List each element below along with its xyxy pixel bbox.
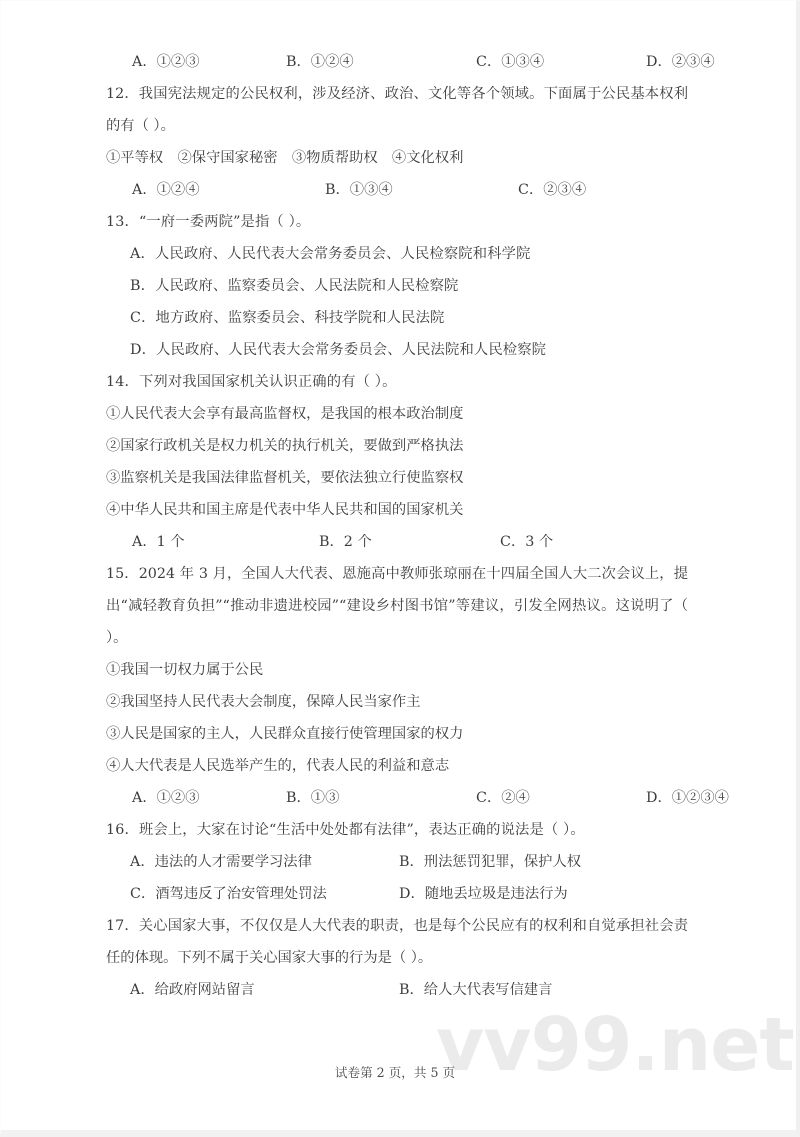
q12-choice-b[interactable]: B．①③④ xyxy=(325,182,393,198)
q17-choice-a[interactable]: A．给政府网站留言 xyxy=(130,982,255,998)
q15-choice-d[interactable]: D．①②③④ xyxy=(646,790,729,806)
exam-content-column xyxy=(106,46,729,1006)
q15-statement-3: ③人民是国家的主人，人民群众直接行使管理国家的权力 xyxy=(106,726,464,742)
q13-choice-b[interactable]: B．人民政府、监察委员会、人民法院和人民检察院 xyxy=(130,278,459,294)
question-12-choices-row xyxy=(106,174,688,206)
question-11-choices-row xyxy=(106,46,715,78)
question-15-choices-row xyxy=(106,782,729,814)
q14-choice-a[interactable]: A．1 个 xyxy=(132,534,185,550)
q13-choice-d[interactable]: D．人民政府、人民代表大会常务委员会、人民法院和人民检察院 xyxy=(130,342,547,358)
q11-choice-a[interactable]: A．①②③ xyxy=(132,54,200,70)
q12-choice-a[interactable]: A．①②④ xyxy=(132,182,200,198)
question-17-choices-row xyxy=(106,974,688,1006)
question-16 xyxy=(106,814,688,910)
q14-statement-3: ③监察机关是我国法律监督机关，要依法独立行使监察权 xyxy=(106,470,464,486)
q15-statement-2: ②我国坚持人民代表大会制度，保障人民当家作主 xyxy=(106,694,421,710)
q15-statement-4: ④人大代表是人民选举产生的，代表人民的利益和意志 xyxy=(106,758,450,774)
question-16-stem: 16．班会上，大家在讨论“生活中处处都有法律”，表达正确的说法是（ ）。 xyxy=(106,822,585,838)
q15-choice-b[interactable]: B．①③ xyxy=(286,790,340,806)
q11-choice-b[interactable]: B．①②④ xyxy=(286,54,354,70)
question-12-statements: ①平等权 ②保守国家秘密 ③物质帮助权 ④文化权利 xyxy=(106,150,464,166)
question-12 xyxy=(106,78,688,206)
q15-statement-1: ①我国一切权力属于公民 xyxy=(106,662,264,678)
question-13 xyxy=(106,206,688,366)
question-14 xyxy=(106,366,688,558)
question-17 xyxy=(106,910,688,1006)
q13-choice-a[interactable]: A．人民政府、人民代表大会常务委员会、人民检察院和科学院 xyxy=(130,246,531,262)
question-15-stem: 15．2024 年 3 月，全国人大代表、恩施高中教师张琼丽在十四届全国人大二次会议上，提出“减轻教育负担”“推动非遗进校园”“建设乡村图书馆”等建议，引发全网热议。这说明了（ ）。 xyxy=(106,566,688,646)
site-watermark: vv99.net xyxy=(436,1002,794,1088)
q14-statement-1: ①人民代表大会享有最高监督权，是我国的根本政治制度 xyxy=(106,406,464,422)
q17-choice-b[interactable]: B．给人大代表写信建言 xyxy=(399,982,553,998)
q13-choice-c[interactable]: C．地方政府、监察委员会、科技学院和人民法院 xyxy=(130,310,445,326)
q16-choice-b[interactable]: B．刑法惩罚犯罪，保护人权 xyxy=(399,854,582,870)
q14-choice-b[interactable]: B．2 个 xyxy=(319,534,372,550)
question-15 xyxy=(106,558,729,814)
question-12-stem: 12．我国宪法规定的公民权利，涉及经济、政治、文化等各个领域。下面属于公民基本权利的有（ ）。 xyxy=(106,86,688,134)
q16-choice-d[interactable]: D．随地丢垃圾是违法行为 xyxy=(399,886,568,902)
page-footer: 试卷第 2 页，共 5 页 xyxy=(334,1065,456,1080)
question-16-choices-row-1 xyxy=(106,846,688,878)
q12-choice-c[interactable]: C．②③④ xyxy=(518,182,587,198)
question-17-stem: 17．关心国家大事，不仅仅是人大代表的职责，也是每个公民应有的权利和自觉承担社会责任的体现。下列不属于关心国家大事的行为是（ ）。 xyxy=(106,918,688,966)
q16-choice-c[interactable]: C．酒驾违反了治安管理处罚法 xyxy=(130,886,327,902)
question-14-stem: 14．下列对我国国家机关认识正确的有（ ）。 xyxy=(106,374,397,390)
q15-choice-c[interactable]: C．②④ xyxy=(476,790,530,806)
q15-choice-a[interactable]: A．①②③ xyxy=(132,790,200,806)
q14-choice-c[interactable]: C．3 个 xyxy=(500,534,554,550)
q14-statement-4: ④中华人民共和国主席是代表中华人民共和国的国家机关 xyxy=(106,502,464,518)
q16-choice-a[interactable]: A．违法的人才需要学习法律 xyxy=(130,854,312,870)
q11-choice-d[interactable]: D．②③④ xyxy=(646,54,715,70)
q14-statement-2: ②国家行政机关是权力机关的执行机关，要做到严格执法 xyxy=(106,438,464,454)
question-14-choices-row xyxy=(106,526,688,558)
q11-choice-c[interactable]: C．①③④ xyxy=(476,54,545,70)
question-13-stem: 13．“一府一委两院”是指（ ）。 xyxy=(106,214,311,230)
question-16-choices-row-2 xyxy=(106,878,688,910)
